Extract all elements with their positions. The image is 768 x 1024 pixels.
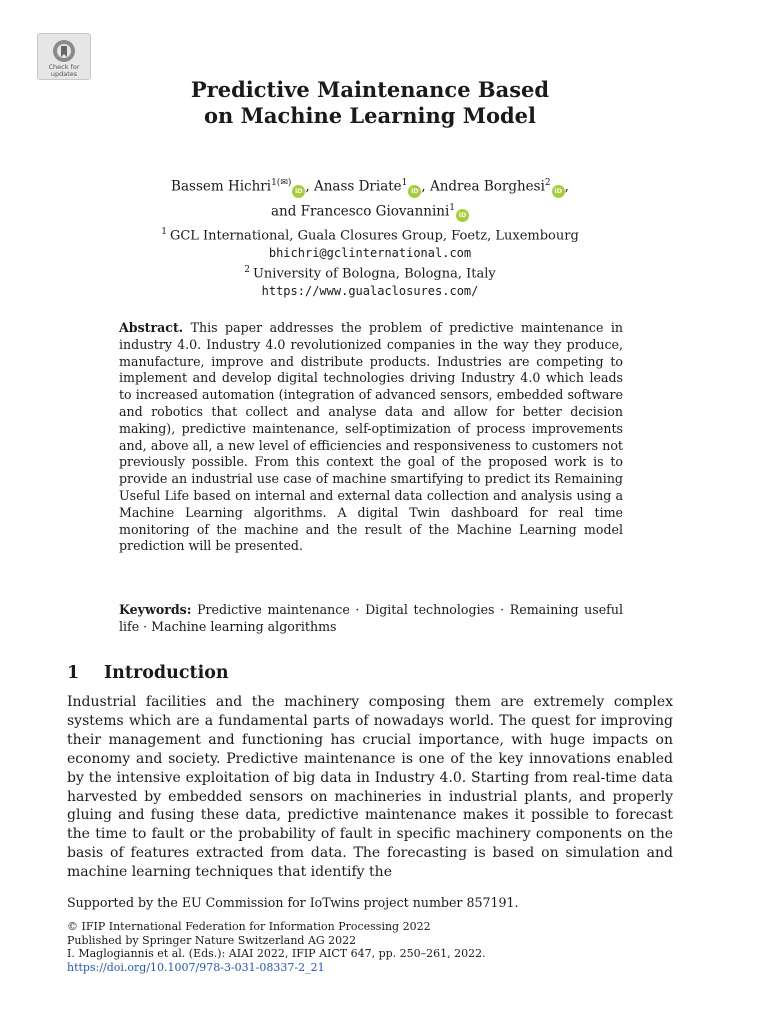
- affiliation-number: 1: [161, 227, 167, 237]
- affiliations: [0, 224, 740, 301]
- author-sup: 1: [401, 178, 408, 188]
- author-sup: 2: [544, 178, 551, 188]
- badge-text-1: Check for: [48, 63, 80, 71]
- abstract-text: This paper addresses the problem of predictive maintenance in industry 4.0. Industry 4.0 revolutionized companies in the way they produce, manufacture, improve and distribute products. Industries are competing to implement and develop digital technologies driving Industry 4.0 which leads to increased automation (integration of advanced sensors, embedded software and robotics that collect and analyse data and allow for better decision making), predictive maintenance, self-optimization of process improvements and, above all, a new level of efficiencies and responsiveness to customers not previously possible. From this context the goal of the proposed work is to provide an industrial use case of machine smartifying to predict its Remaining Useful Life based on internal and external data collection and analysis using a Machine Learning algorithms. A digital Twin dashboard for real time monitoring of the machine and the result of the Machine Learning model prediction will be presented.: [119, 320, 623, 554]
- introduction-paragraph: Industrial facilities and the machinery composing them are extremely complex systems which are a fundamental parts of nowadays world. The quest for improving their management and functioning has crucial importance, with huge impacts on economy and society. Predictive maintenance is one of the key innovations enabled by the intensive exploitation of big data in Industry 4.0. Starting from real-time data harvested by embedded sensors on machineries in industrial plants, and properly gluing and fusing these data, predictive maintenance makes it possible to forecast the time to fault or the probability of fault in specific machinery components on the basis of features extracted from data. The forecasting is based on simulation and machine learning techniques that identify the: [67, 694, 673, 881]
- affiliation-number: 2: [244, 265, 250, 276]
- author-name: , Anass Driate: [305, 178, 402, 195]
- section-title: Introduction: [104, 663, 229, 683]
- author-name: , Andrea Borghesi: [421, 178, 545, 195]
- title-line-1: Predictive Maintenance Based: [190, 77, 550, 102]
- author-name: and Francesco Giovannini: [270, 203, 450, 219]
- funding-footnote: Supported by the EU Commission for IoTwins project number 857191.: [67, 895, 519, 910]
- section-heading: [67, 661, 229, 685]
- affiliation-text: GCL International, Guala Closures Group, Foetz, Luxembourg: [169, 228, 579, 244]
- orcid-icon[interactable]: iD: [552, 185, 565, 198]
- keywords-label: Keywords:: [119, 602, 192, 617]
- author-list: [0, 173, 740, 222]
- affiliation-1: [0, 224, 740, 245]
- author-separator: ,: [564, 178, 569, 195]
- company-url-link[interactable]: https://www.gualaclosures.com/: [261, 284, 479, 299]
- orcid-icon[interactable]: iD: [292, 185, 305, 198]
- orcid-icon[interactable]: iD: [408, 185, 421, 198]
- author-line-1: [0, 173, 740, 198]
- bookmark-icon: [51, 38, 77, 64]
- paper-title: [0, 77, 740, 129]
- publisher-line: Published by Springer Nature Switzerland AG 2022: [67, 933, 357, 947]
- author-line-2: [0, 198, 740, 223]
- doi-link[interactable]: https://doi.org/10.1007/978-3-031-08337-2_21: [67, 960, 325, 974]
- badge-text-2: updates: [50, 70, 78, 78]
- affiliation-2: [0, 262, 740, 283]
- affiliation-text: University of Bologna, Bologna, Italy: [252, 266, 496, 282]
- orcid-icon[interactable]: iD: [456, 209, 469, 222]
- abstract-label: Abstract.: [119, 320, 184, 335]
- citation-line: I. Maglogiannis et al. (Eds.): AIAI 2022, IFIP AICT 647, pp. 250–261, 2022.: [67, 947, 486, 961]
- abstract: [119, 320, 623, 555]
- keywords-text: Predictive maintenance · Digital technologies · Remaining useful life · Machine learning algorithms: [119, 602, 623, 634]
- author-name: Bassem Hichri: [171, 178, 272, 195]
- keywords: [119, 601, 623, 635]
- author-email-link[interactable]: bhichri@gclinternational.com: [268, 245, 472, 260]
- title-line-2: on Machine Learning Model: [204, 103, 536, 128]
- check-for-updates-badge[interactable]: [37, 33, 91, 80]
- section-number: 1: [67, 663, 80, 683]
- imprint: [67, 920, 673, 974]
- copyright-line: © IFIP International Federation for Information Processing 2022: [67, 920, 431, 933]
- author-sup: 1: [449, 202, 456, 213]
- author-sup: 1(✉): [271, 178, 292, 188]
